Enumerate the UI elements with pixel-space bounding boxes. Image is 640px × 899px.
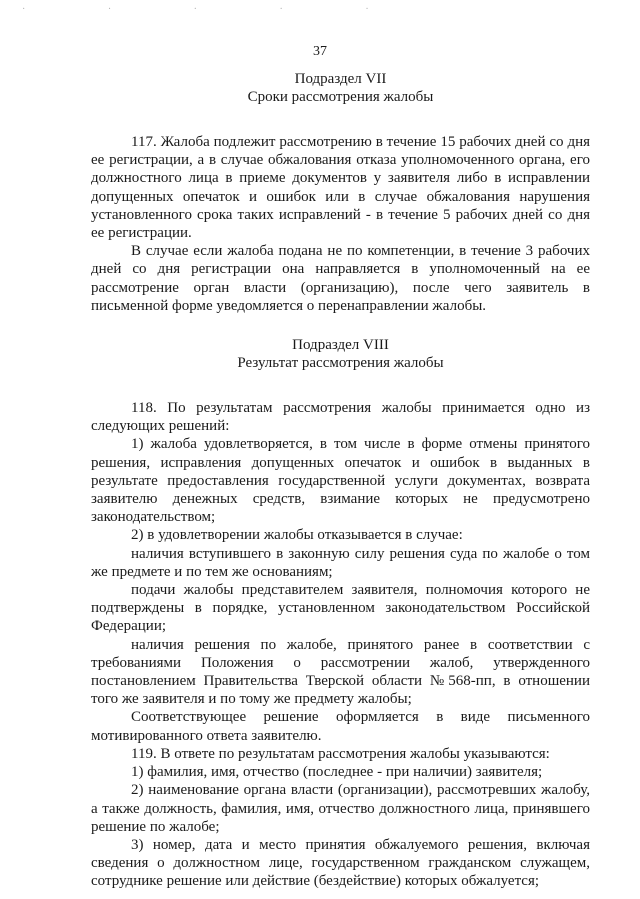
paragraph-119-item-1: 1) фамилия, имя, отчество (последнее - при наличии) заявителя; xyxy=(131,764,543,781)
paragraph-117: 117. Жалоба подлежит рассмотрению в течение 15 рабочих дней со дня ее регистрации, а в случае обжалования отказа уполномоченного органа, его должностного лица в приеме документов у заявителя либо в исправлении допущенных опечаток и ошибок или в случае обжалования нарушения установленного срока таких исправлений - в течение 5 рабочих дней со дня ее регистрации. xyxy=(91,134,590,242)
refusal-reason-prior-decision: наличия решения по жалобе, принятого ранее в соответствии с требованиями Положения о рассмотрении жалоб, утвержденного постановлением Правительства Тверской области №568-пп, в отношении того же заявителя и по тому же предмету жалобы; xyxy=(91,636,590,708)
paragraph-118-item-2: 2) в удовлетворении жалобы отказывается в случае: xyxy=(131,527,463,544)
paragraph-119-item-2: 2) наименование органа власти (организации), рассмотревших жалобу, а также должность, фамилия, имя, отчество должностного лица, принявшего решение по жалобе; xyxy=(91,782,590,835)
paragraph-118: 118. По результатам рассмотрения жалобы принимается одно из следующих решений: xyxy=(91,400,590,435)
subsection-number: Подраздел VII xyxy=(294,71,387,87)
section-heading-vii xyxy=(91,70,590,106)
paragraph-118-response: Соответствующее решение оформляется в виде письменного мотивированного ответа заявителю. xyxy=(91,709,590,744)
section-heading-viii xyxy=(91,336,590,372)
scan-marks: · · · · · xyxy=(22,4,409,15)
subsection-title: Сроки рассмотрения жалобы xyxy=(247,89,434,105)
paragraph-119-item-3: 3) номер, дата и место принятия обжалуемого решения, включая сведения о должностном лице, государственном гражданском служащем, сотруднике решение или действие (бездействие) которых обжалуется; xyxy=(91,836,590,890)
paragraph-119: 119. В ответе по результатам рассмотрения жалобы указываются: xyxy=(131,745,550,762)
document-body xyxy=(91,70,590,891)
refusal-reason-representative: подачи жалобы представителем заявителя, полномочия которого не подтверждены в порядке, установленном законодательством Российской Федерации; xyxy=(91,582,590,635)
paragraph-118-item-1: 1) жалоба удовлетворяется, в том числе в форме отмены принятого решения, исправления допущенных опечаток и ошибок в выданных в результате предоставления государственной услуги документах, возврата заявителю денежных средств, взимание которых не предусмотрено законодательством; xyxy=(91,436,590,526)
subsection-number: Подраздел VIII xyxy=(292,337,389,354)
subsection-title: Результат рассмотрения жалобы xyxy=(237,355,444,372)
page-number: 37 xyxy=(313,44,327,59)
refusal-reason-court: наличия вступившего в законную силу решения суда по жалобе о том же предмете и по тем же основаниям; xyxy=(91,545,590,580)
paragraph-117-competence: В случае если жалоба подана не по компетенции, в течение 3 рабочих дней со дня регистрации она направляется в уполномоченный на ее рассмотрение орган власти (организацию), после чего заявитель в письменной форме уведомляется о перенаправлении жалобы. xyxy=(91,243,590,314)
